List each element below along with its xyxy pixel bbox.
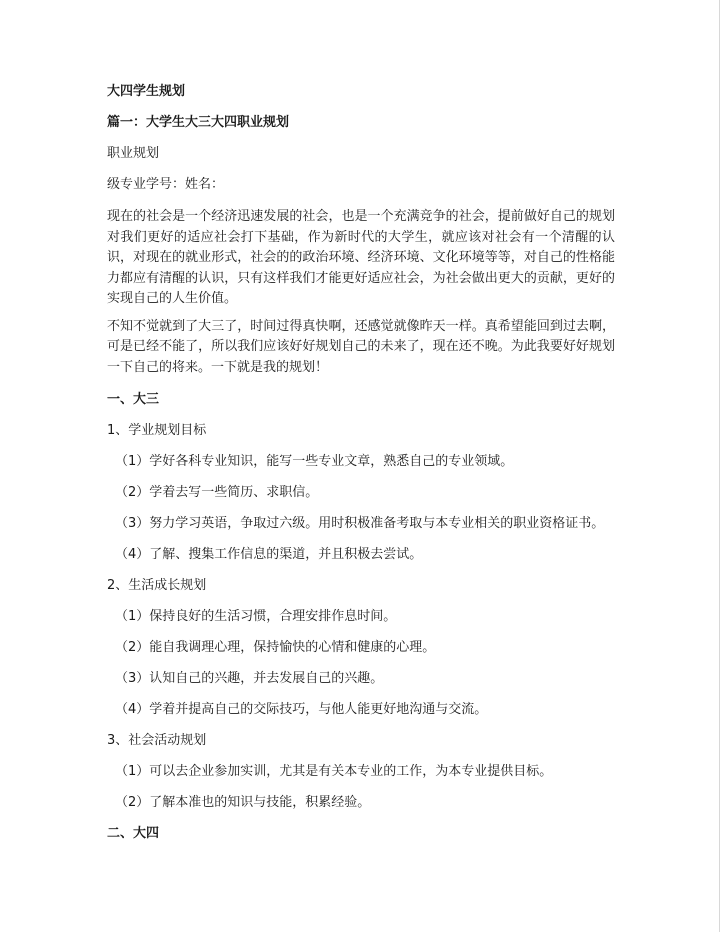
list-item: （3）认知自己的兴趣，并去发展自己的兴趣。 xyxy=(115,671,384,686)
chapter-heading: 篇一：大学生大三大四职业规划 xyxy=(107,115,290,130)
section-subtitle: 职业规划 xyxy=(107,146,160,161)
document-title: 大四学生规划 xyxy=(107,84,186,99)
subsection-heading: 3、社会活动规划 xyxy=(107,733,207,748)
subsection-heading: 1、学业规划目标 xyxy=(107,423,207,438)
document-body xyxy=(107,76,615,849)
list-item: （2）了解本准也的知识与技能，积累经验。 xyxy=(115,795,371,810)
paragraph: 现在的社会是一个经济迅速发展的社会，也是一个充满竞争的社会，提前做好自己的规划对我们更好的适应社会打下基础，作为新时代的大学生，就应该对社会有一个清醒的认识，对现在的就业形式，社会的的政治环境、经济环境、文化环境等等，对自己的性格能力都应有清醒的认识，只有这样我们才能更好适应社会，为社会做出更大的贡献，更好的实现自己的人生价值。 xyxy=(107,209,615,306)
list-item: （3）努力学习英语，争取过六级。用时积极准备考取与本专业相关的职业资格证书。 xyxy=(115,516,605,531)
list-item: （2）学着去写一些简历、求职信。 xyxy=(115,485,319,500)
list-item: （4）了解、搜集工作信息的渠道，并且积极去尝试。 xyxy=(115,547,423,562)
info-line: 级专业学号：姓名： xyxy=(107,177,225,192)
list-item: （1）保持良好的生活习惯，合理安排作息时间。 xyxy=(115,609,397,624)
list-item: （4）学着并提高自己的交际技巧，与他人能更好地沟通与交流。 xyxy=(115,702,488,717)
section-heading: 一、大三 xyxy=(107,392,160,407)
list-item: （1）可以去企业参加实训，尤其是有关本专业的工作，为本专业提供目标。 xyxy=(115,764,553,779)
paragraph: 不知不觉就到了大三了，时间过得真快啊，还感觉就像昨天一样。真希望能回到过去啊，可是已经不能了，所以我们应该好好规划自己的未来了，现在还不晚。为此我要好好规划一下自己的将来。一下就是我的规划！ xyxy=(107,318,615,375)
list-item: （2）能自我调理心理，保持愉快的心情和健康的心理。 xyxy=(115,640,436,655)
subsection-heading: 2、生活成长规划 xyxy=(107,578,207,593)
section-heading: 二、大四 xyxy=(107,826,160,841)
list-item: （1）学好各科专业知识，能写一些专业文章，熟悉自己的专业领域。 xyxy=(115,454,514,469)
